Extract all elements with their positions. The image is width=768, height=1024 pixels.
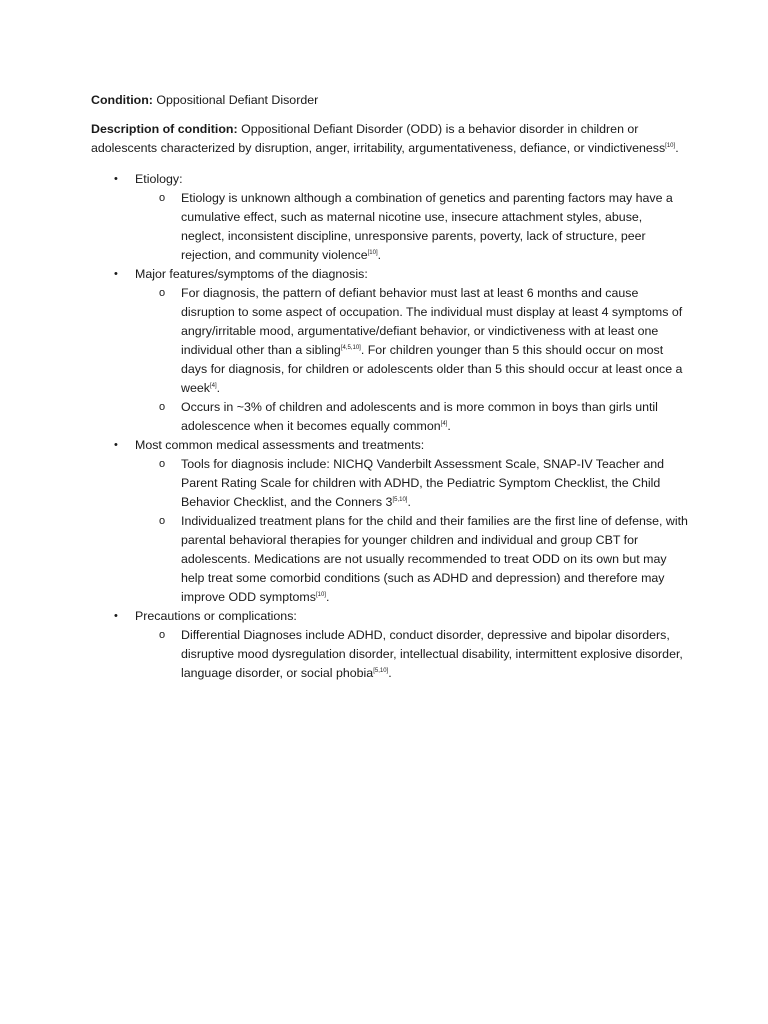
- sub-list: [135, 189, 688, 265]
- section-heading: Most common medical assessments and treatments:: [135, 438, 425, 452]
- sub-bullet-icon: o: [159, 515, 166, 527]
- section-list: [91, 170, 688, 683]
- sub-list: [135, 626, 688, 683]
- list-item: [135, 189, 688, 265]
- item-citation-2: [4]: [209, 383, 217, 389]
- item-citation: [10]: [315, 592, 326, 598]
- item-text: Differential Diagnoses include ADHD, conduct disorder, depressive and bipolar disorders, disruptive mood dysregulation disorder, intellectual disability, intermittent explosive disorder, language disorder, or social phobia: [181, 628, 683, 680]
- sub-bullet-icon: o: [159, 192, 166, 204]
- bullet-icon: •: [114, 439, 118, 451]
- sub-bullet-icon: o: [159, 287, 166, 299]
- description-label: Description of condition:: [91, 122, 238, 136]
- bullet-icon: •: [114, 268, 118, 280]
- condition-label: Condition:: [91, 93, 153, 107]
- sub-list: [135, 455, 688, 607]
- item-end: .: [325, 590, 330, 604]
- list-item: [135, 512, 688, 607]
- item-text: For diagnosis, the pattern of defiant behavior must last at least 6 months and cause disruption to some aspect of occupation. The individual must display at least 4 symptoms of angry/irritable mood, argumentative/defiant behavior, or vindictiveness with at least one individual other than a sibling: [181, 286, 683, 357]
- item-end: .: [377, 248, 382, 262]
- sub-list: [135, 284, 688, 436]
- item-end: .: [388, 666, 392, 680]
- item-citation: [4]: [440, 421, 448, 427]
- item-text: Tools for diagnosis include: NICHQ Vanderbilt Assessment Scale, SNAP-IV Teacher and Parent Rating Scale for children with ADHD, the Pediatric Symptom Checklist, the Child Behavior Checklist, and the Conners 3: [181, 457, 665, 509]
- section-etiology: [91, 170, 688, 265]
- sub-bullet-icon: o: [159, 458, 166, 470]
- bullet-icon: •: [114, 610, 118, 622]
- condition-value: Oppositional Defiant Disorder: [152, 93, 319, 107]
- item-text: Etiology is unknown although a combination of genetics and parenting factors may have a cumulative effect, such as maternal nicotine use, insecure attachment styles, abuse, neglect, inconsistent discipline, unresponsive parents, poverty, lack of structure, peer rejection, and community violence: [181, 191, 673, 262]
- item-end: .: [216, 381, 221, 395]
- bullet-icon: •: [114, 173, 118, 185]
- section-heading: Major features/symptoms of the diagnosis:: [135, 267, 368, 281]
- item-end: .: [447, 419, 451, 433]
- sub-bullet-icon: o: [159, 629, 166, 641]
- list-item: [135, 398, 688, 436]
- description-end: .: [675, 141, 679, 155]
- section-precautions: [91, 607, 688, 683]
- list-item: [135, 626, 688, 683]
- sub-bullet-icon: o: [159, 401, 166, 413]
- description-text: Oppositional Defiant Disorder (ODD) is a behavior disorder in children or adolescents characterized by disruption, anger, irritability, argumentativeness, defiance, or vindictiveness: [91, 122, 666, 155]
- item-text: Occurs in ~3% of children and adolescents and is more common in boys than girls until adolescence when it becomes equally common: [181, 400, 658, 433]
- list-item: [135, 455, 688, 512]
- section-heading: Etiology:: [135, 172, 183, 186]
- section-major-features: [91, 265, 688, 436]
- item-citation: [5,10]: [392, 497, 408, 503]
- description-paragraph: [91, 120, 688, 158]
- description-citation: [10]: [665, 143, 676, 149]
- item-text-continued: . For children younger than 5 this should occur on most days for diagnosis, for children or adolescents older than 5 this should occur at least once a week: [181, 343, 683, 395]
- item-citation: [4,5,10]: [340, 345, 361, 351]
- list-item: [135, 284, 688, 398]
- item-text: Individualized treatment plans for the child and their families are the first line of defense, with parental behavioral therapies for younger children and individual and group CBT for adolescents. Medications are not usually recommended to treat ODD on its own but may help treat some comorbid conditions (such as ADHD and depression) and therefore may improve ODD symptoms: [181, 514, 688, 604]
- item-citation: [10]: [367, 250, 378, 256]
- section-assessments-treatments: [91, 436, 688, 607]
- item-end: .: [407, 495, 411, 509]
- condition-line: [91, 91, 688, 110]
- section-heading: Precautions or complications:: [135, 609, 297, 623]
- item-citation: [5,10]: [373, 668, 389, 674]
